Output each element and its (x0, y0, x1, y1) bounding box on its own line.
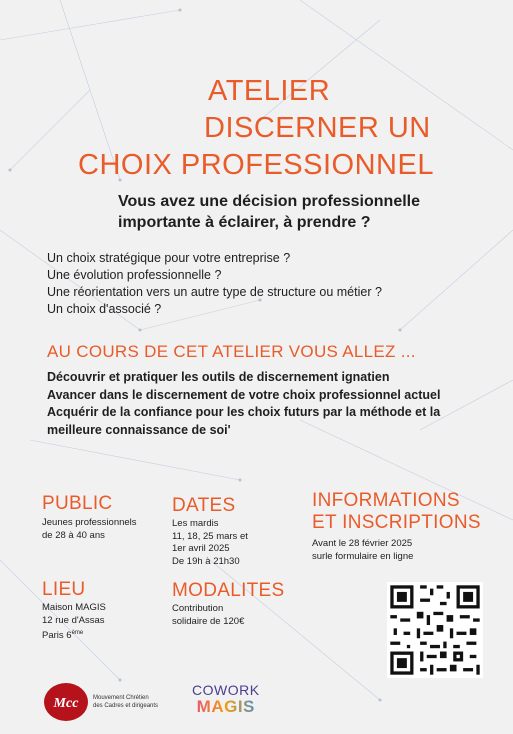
modalites-line: solidaire de 120€ (172, 615, 245, 627)
mcc-caption (93, 694, 158, 710)
lieu-line: 12 rue d'Assas (42, 614, 105, 626)
dates-line: Les mardis (172, 518, 219, 529)
public-line: de 28 à 40 ans (42, 529, 105, 541)
mcc-line: des Cadres et dirigeants (93, 703, 159, 709)
objective-line: Acquérir de la confiance pour les choix futurs par la méthode et la (47, 405, 441, 419)
question-item: Une réorientation vers un autre type de structure ou métier ? (47, 285, 382, 299)
subtitle-line-2: importante à éclairer, à prendre ? (118, 214, 371, 231)
question-item: Un choix d'associé ? (47, 302, 162, 316)
dates-line: 1er avril 2025 (172, 543, 230, 554)
mcc-logo-icon (43, 682, 89, 722)
lieu-heading: LIEU (42, 579, 86, 600)
public-line: Jeunes professionnels (42, 517, 137, 528)
dates-line: 11, 18, 25 mars et (172, 530, 248, 542)
atelier-heading: AU COURS DE CET ATELIER VOUS ALLEZ ... (47, 342, 416, 361)
magis-text: MAGIS (192, 698, 260, 716)
atelier-objectives (47, 369, 440, 439)
title-line-2: DISCERNER UN (204, 112, 431, 144)
mcc-logo-text: Mcc (53, 696, 79, 711)
lieu-city-text: Paris 6 (42, 630, 72, 642)
objective-line: Avancer dans le discernement de votre choix professionnel actuel (47, 387, 441, 402)
lieu-block (42, 579, 106, 643)
informations-heading-1: INFORMATIONS (312, 490, 460, 511)
qr-code[interactable] (387, 582, 483, 678)
cowork-magis-logo (192, 683, 260, 716)
informations-block (312, 490, 481, 563)
questions-list (47, 250, 382, 318)
informations-line: surle formulaire en ligne (312, 550, 414, 562)
public-heading: PUBLIC (42, 493, 113, 514)
modalites-line: Contribution (172, 603, 224, 614)
subtitle-line-1: Vous avez une décision professionnelle (118, 193, 421, 210)
mcc-line: Mouvement Chrétien (93, 695, 149, 701)
objective-line: Découvrir et pratiquer les outils de discernement ignatien (47, 370, 390, 384)
mcc-logo (43, 682, 89, 727)
question-item: Un choix stratégique pour votre entreprise ? (47, 251, 291, 265)
objective-line: meilleure connaissance de soi' (47, 422, 231, 437)
lieu-line: Maison MAGIS (42, 602, 106, 613)
dates-block (172, 495, 248, 568)
qr-code-icon (387, 582, 483, 678)
title-line-1: ATELIER (208, 75, 331, 107)
public-block (42, 493, 137, 542)
dates-heading: DATES (172, 495, 236, 516)
title-line-3: CHOIX PROFESSIONNEL (78, 149, 434, 181)
informations-heading-2: ET INSCRIPTIONS (312, 512, 481, 533)
cowork-text: COWORK (192, 682, 260, 698)
question-item: Une évolution professionnelle ? (47, 268, 222, 282)
informations-line: Avant le 28 février 2025 (312, 538, 413, 549)
modalites-block (172, 580, 285, 628)
lieu-city (42, 627, 106, 643)
modalites-heading: MODALITES (172, 580, 285, 601)
lieu-city-sup: ème (71, 630, 84, 636)
dates-line: De 19h à 21h30 (172, 555, 240, 567)
